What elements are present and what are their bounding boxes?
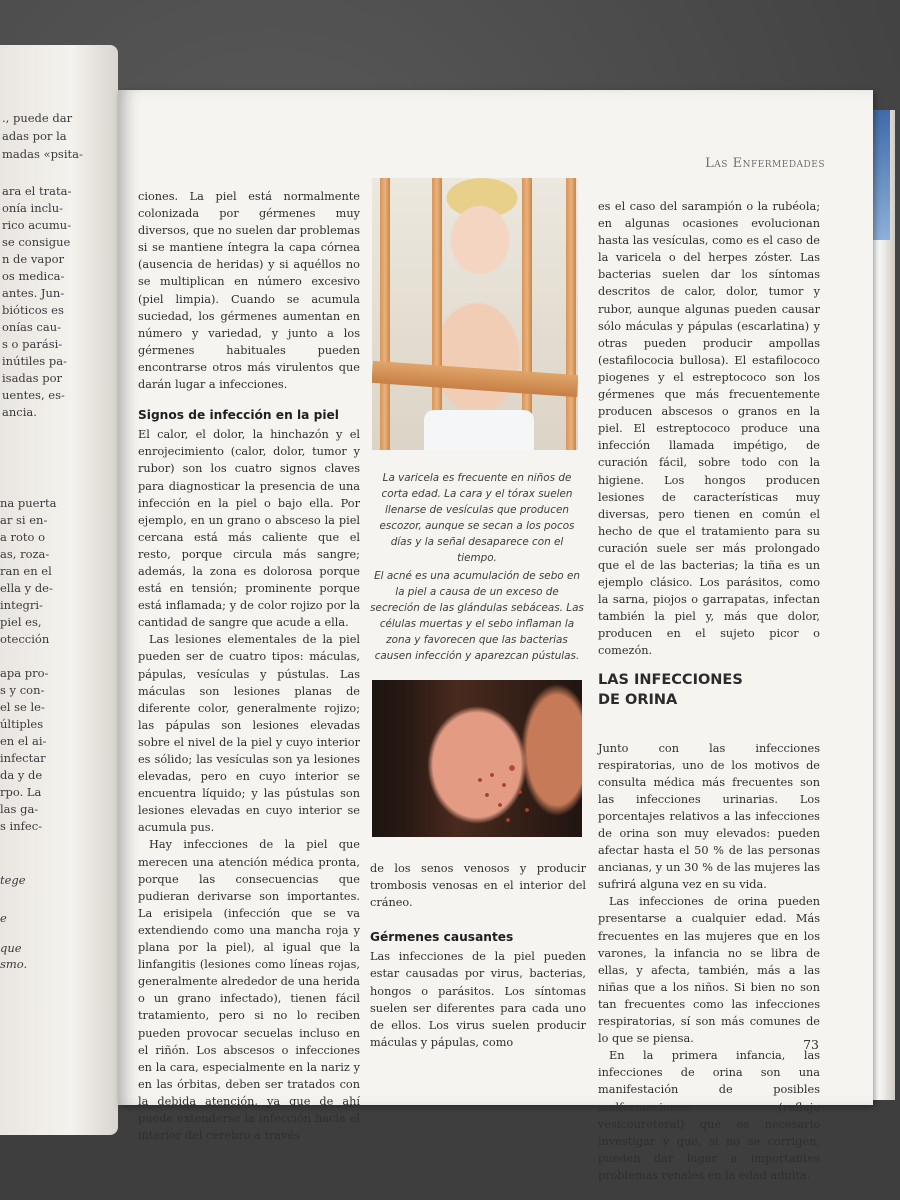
paragraph: Las infecciones de orina pueden presentarse a cualquier edad. Más frecuentes en las mujeres que en los varones, la infancia no se libra de ellas, y afecta, también, más a las niñas que a los niños. Si bien no son tan frecuentes como las infecciones respiratorias, sí son más comunes de lo que se piensa. [598, 895, 820, 1046]
facing-page-text-fragment: inútiles pa- [2, 354, 67, 368]
text-column-middle [370, 860, 586, 1051]
facing-page-text-fragment: rpo. La [0, 785, 42, 799]
text-column-left [138, 188, 360, 1144]
facing-page-text-fragment: da y de [0, 768, 43, 782]
facing-page-text-fragment: tege [0, 873, 26, 887]
facing-page-text-fragment: onía inclu- [2, 201, 64, 215]
facing-page-text-fragment: adas por la [2, 129, 67, 143]
running-header: Las Enfermedades [705, 156, 825, 171]
photo-baby-varicela [372, 178, 578, 450]
facing-page-text-fragment: madas «psita- [2, 147, 83, 161]
chapter-heading [598, 670, 820, 710]
facing-page-text-fragment: que [0, 941, 22, 955]
facing-page-text-fragment: ran en el [0, 564, 52, 578]
facing-page-text-fragment: otección [0, 632, 50, 646]
facing-page-text-fragment: os medica- [2, 269, 65, 283]
caption-acne: El acné es una acumulación de sebo en la piel a causa de un exceso de secreción de las glándulas sebáceas. Las células muertas y el sebo inflaman la zona y favorecen que las bacterias causen infección y aparezcan pústulas. [370, 570, 584, 662]
paragraph: El calor, el dolor, la hinchazón y el enrojecimiento (calor, dolor, tumor y rubor) son los cuatro signos claves para diagnosticar la presencia de una infección en la piel o bajo ella. Por ejemplo, en un grano o absceso la piel cercana está más caliente que el resto, porque circula más sangre; además, la zona es dolorosa porque está en tensión; prominente porque está inflamada; y de color rojizo por la cantidad de sangre que acude a ella. [138, 428, 360, 630]
facing-page-text-fragment: a roto o [0, 530, 46, 544]
facing-page-text-fragment: piel es, [0, 615, 42, 629]
facing-page-text-fragment: isadas por [2, 371, 62, 385]
text-column-right [598, 198, 820, 1184]
facing-page-text-fragment: integri- [0, 598, 43, 612]
facing-page-text-fragment: antes. Jun- [2, 286, 65, 300]
book-page [118, 90, 873, 1182]
facing-page-text-fragment: e [0, 911, 7, 925]
facing-page-text-fragment: en el ai- [0, 734, 47, 748]
facing-page-text-fragment: el se le- [0, 700, 45, 714]
caption-varicela: La varicela es frecuente en niños de corta edad. La cara y el tórax suelen llenarse de vesículas que producen escozor, aunque se secan a los pocos días y la señal desaparece con el tiempo. [379, 472, 575, 564]
facing-page-text-fragment: uentes, es- [2, 388, 65, 402]
facing-page-text-fragment: ancia. [2, 405, 37, 419]
paragraph: Las lesiones elementales de la piel pueden ser de cuatro tipos: máculas, pápulas, vesículas y pústulas. Las máculas son lesiones planas de diferente color, generalmente rojizo; las pápulas son lesiones elevadas sobre el nivel de la piel y cuyo interior es sólido; las vesículas son ya lesiones elevadas, pero en cuyo interior se encuentra líquido; y las pústulas son lesiones elevadas en cuyo interior se acumula pus. [138, 633, 360, 835]
facing-page-text-fragment: ella y de- [0, 581, 53, 595]
facing-page-text-fragment: smo. [0, 957, 28, 971]
section-heading: Gérmenes causantes [370, 930, 514, 945]
heading-line: DE ORINA [598, 691, 678, 708]
facing-page-text-fragment: as, roza- [0, 547, 50, 561]
facing-page-text-fragment: ara el trata- [2, 184, 72, 198]
section-heading: Signos de infección en la piel [138, 408, 339, 423]
paragraph: Las infecciones de la piel pueden estar causadas por virus, bacterias, hongos o parásitos. Los síntomas suelen ser diferentes para cada uno de ellos. Los virus suelen producir máculas y pápulas, como [370, 950, 586, 1049]
facing-page-text-fragment: infectar [0, 751, 46, 765]
paragraph: Junto con las infecciones respiratorias, uno de los motivos de consulta médica más frecuentes son las infecciones urinarias. Los porcentajes relativos a las infecciones de orina son muy elevados: pueden afectar hasta el 50 % de las personas ancianas, y un 30 % de las mujeres las sufrirá alguna vez en su vida. [598, 741, 820, 892]
facing-page-text-fragment: onías cau- [2, 320, 62, 334]
cover-strip [872, 110, 890, 240]
facing-page-text-fragment: últiples [0, 717, 44, 731]
page-number: 73 [803, 1037, 819, 1052]
facing-page-text-fragment: se consigue [2, 235, 71, 249]
paragraph: ciones. La piel está normalmente colonizada por gérmenes muy diversos, que no suelen dar problemas si se mantiene íntegra la capa córnea (ausencia de heridas) y si aquéllos no se multiplican en número excesivo (piel limpia). Cuando se acumula suciedad, los gérmenes aumentan en número y variedad, y junto a los gérmenes habituales pueden encontrarse otros más virulentos que darán lugar a infecciones. [138, 190, 360, 392]
facing-page-text-fragment: ., puede dar [2, 111, 73, 125]
facing-page-text-fragment: s y con- [0, 683, 45, 697]
paragraph: Hay infecciones de la piel que merecen una atención médica pronta, porque las consecuencias que pudieran derivarse son importantes. La erisipela (infección que se va extendiendo como una mancha roja y plana por la piel), al igual que la linfangitis (lesiones como líneas rojas, generalmente alrededor de una herida o un grano infectado), tienen fácil tratamiento, pero si no lo reciben pueden provocar secuelas incluso en el riñón. Los abscesos o infecciones en la cara, especialmente en la nariz y en las órbitas, deben ser tratados con la debida atención, ya que de ahí puede extenderse la infección hacia el interior del cerebro a través [138, 838, 360, 1143]
facing-page-text-fragment: rico acumu- [2, 218, 72, 232]
facing-page-text-fragment: ar si en- [0, 513, 48, 527]
facing-page-text-fragment: na puerta [0, 496, 57, 510]
paragraph: de los senos venosos y producir trombosis venosas en el interior del cráneo. [370, 862, 586, 910]
facing-page-text-fragment: las ga- [0, 802, 39, 816]
photo-acne [372, 680, 582, 837]
facing-page-text-fragment: s infec- [0, 819, 43, 833]
paragraph: En la primera infancia, las infecciones de orina son una manifestación de posibles malformaciones (reflujo vesicoureteral) que es necesario investigar y que, si no se corrigen, pueden dar lugar a importantes problemas renales en la edad adulta. [598, 1049, 820, 1182]
paragraph: es el caso del sarampión o la rubéola; en algunas ocasiones evolucionan hasta las vesículas, como es el caso de la varicela o del herpes zóster. Las bacterias suelen dar los síntomas descritos de calor, dolor, tumor y rubor, aunque algunas pueden causar sólo máculas y pápulas (escarlatina) y otras pueden producir ampollas (estafilococia bullosa). El estafilococo piogenes y el estreptococo son los gérmenes que más frecuentemente producen abscesos o granos en la piel. El estreptococo produce una infección llamada impétigo, de curación fácil, sobre todo con la higiene. Los hongos producen lesiones de características muy diversas, pero tienen en común el hecho de que el tratamiento para su curación suele ser más prolongado que el de las bacterias; la tiña es un ejemplo clásico. Los parásitos, como la sarna, piojos o garrapatas, infectan también la piel y, más que dolor, producen en el sujeto picor o comezón. [598, 200, 820, 658]
facing-page-text-fragment: bióticos es [2, 303, 64, 317]
facing-page-text-fragment: apa pro- [0, 666, 49, 680]
facing-page-text-fragment: s o parási- [2, 337, 63, 351]
heading-line: LAS INFECCIONES [598, 671, 743, 688]
facing-page-edge [0, 45, 118, 1135]
facing-page-text-fragment: n de vapor [2, 252, 65, 266]
